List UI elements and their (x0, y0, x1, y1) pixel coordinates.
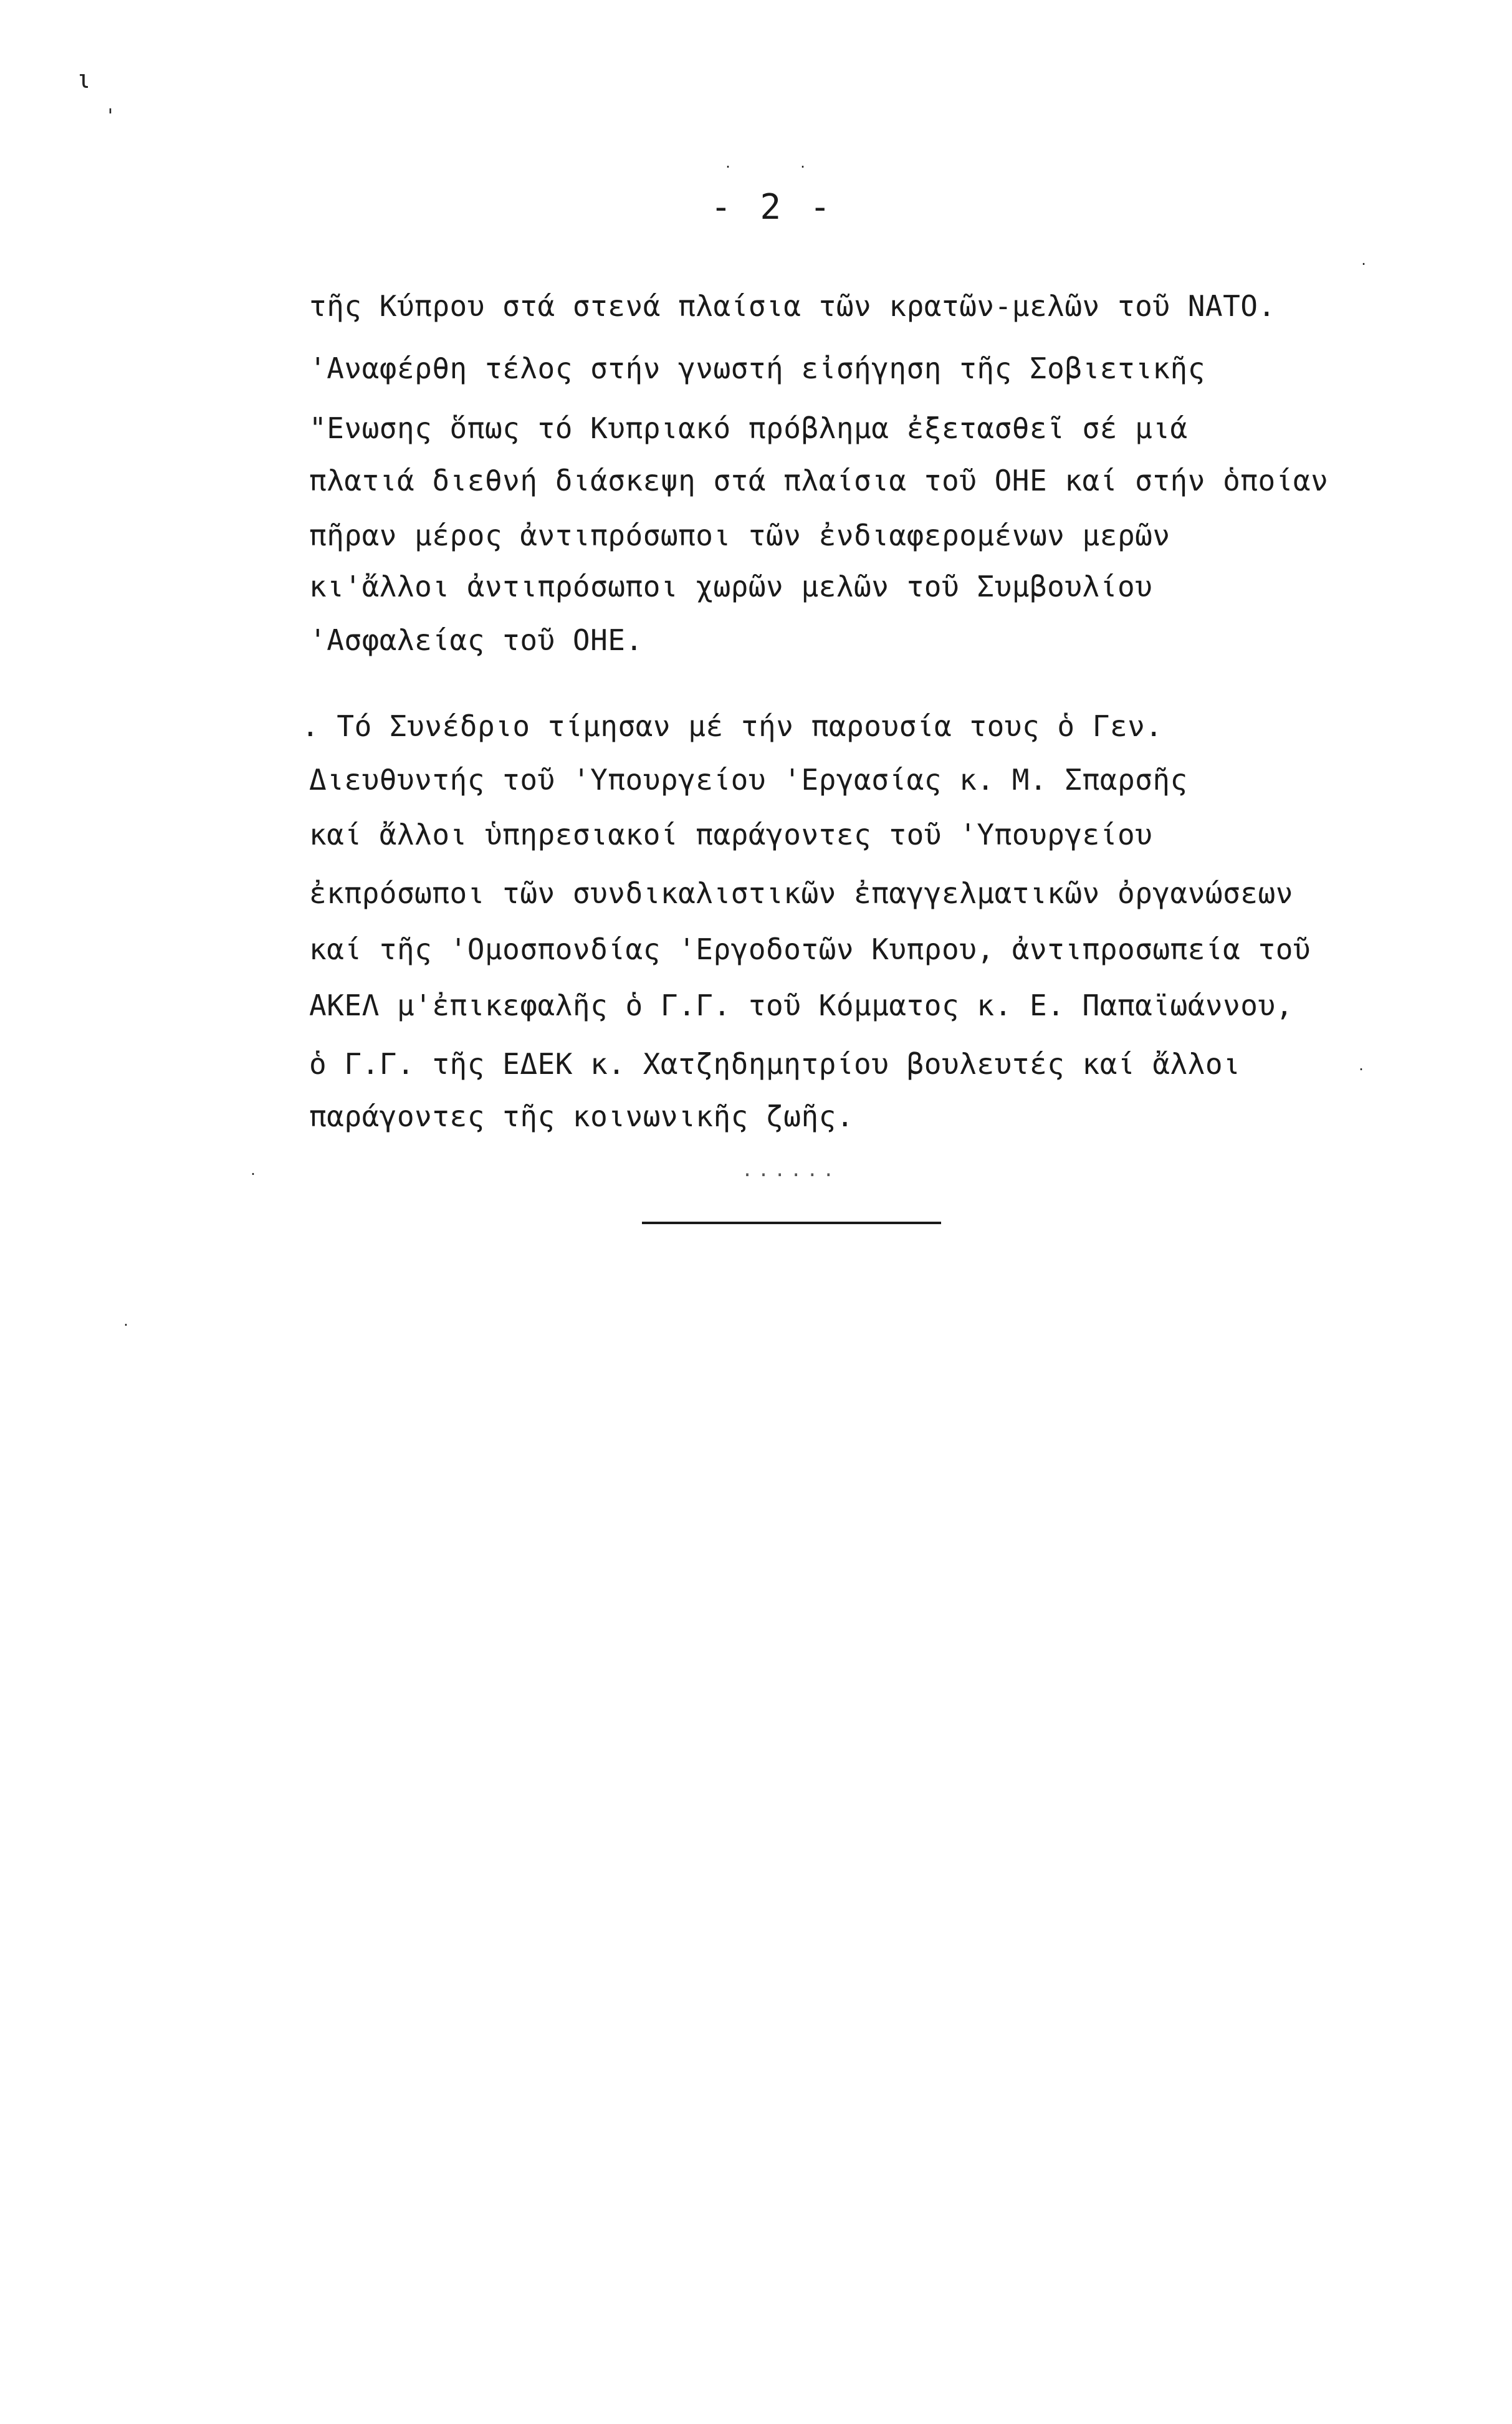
text-line: πλατιά διεθνή διάσκεψη στά πλαίσια τοῦ ΟΗΕ καί στήν ὁποίαν (309, 464, 1329, 497)
text-line: 'Αναφέρθη τέλος στήν γνωστή εἰσήγηση τῆς Σοβιετικῆς (309, 352, 1205, 385)
text-line: 'Ασφαλείας τοῦ ΟΗΕ. (309, 623, 643, 657)
page-number: - 2 - (711, 187, 835, 228)
speck: . (249, 1163, 257, 1178)
text-line: . Τό Συνέδριο τίμησαν μέ τήν παρουσία τους ὁ Γεν. (302, 709, 1163, 743)
text-line: Διευθυντής τοῦ 'Υπουργείου 'Εργασίας κ. Μ. Σπαρσῆς (309, 763, 1188, 797)
text-line: τῆς Κύπρου στά στενά πλαίσια τῶν κρατῶν-μελῶν τοῦ ΝΑΤΟ. (309, 289, 1276, 323)
separator-line (642, 1222, 941, 1224)
text-line: ΑΚΕΛ μ'ἐπικεφαλῆς ὁ Γ.Γ. τοῦ Κόμματος κ. Ε. Παπαϊωάννου, (309, 989, 1293, 1022)
ellipsis-marks: ...... (742, 1159, 840, 1181)
text-line: ὁ Γ.Γ. τῆς ΕΔΕΚ κ. Χατζηδημητρίου βουλευτές καί ἄλλοι (309, 1047, 1241, 1081)
text-line: πῆραν μέρος ἀντιπρόσωποι τῶν ἐνδιαφερομένων μερῶν (309, 519, 1170, 552)
margin-mark: ' (105, 105, 117, 127)
speck: . (1357, 1058, 1366, 1073)
text-line: κι'ἄλλοι ἀντιπρόσωποι χωρῶν μελῶν τοῦ Συμβουλίου (309, 570, 1153, 603)
text-line: παράγοντες τῆς κοινωνικῆς ζωῆς. (309, 1099, 854, 1133)
margin-mark: ι (76, 65, 92, 94)
text-line: ἐκπρόσωποι τῶν συνδικαλιστικῶν ἐπαγγελματικῶν ὀργανώσεων (309, 876, 1293, 910)
text-line: καί τῆς 'Ομοσπονδίας 'Εργοδοτῶν Κυπρου, ἀντιπροσωπεία τοῦ (309, 932, 1311, 966)
speck: . (799, 156, 807, 171)
text-line: "Ενωσης ὅπως τό Κυπριακό πρόβλημα ἐξετασθεῖ σέ μιά (309, 411, 1188, 445)
speck: . (1360, 253, 1368, 268)
text-line: καί ἄλλοι ὑπηρεσιακοί παράγοντες τοῦ 'Υπουργείου (309, 818, 1153, 851)
speck: . (122, 1314, 130, 1329)
speck: . (724, 156, 732, 171)
